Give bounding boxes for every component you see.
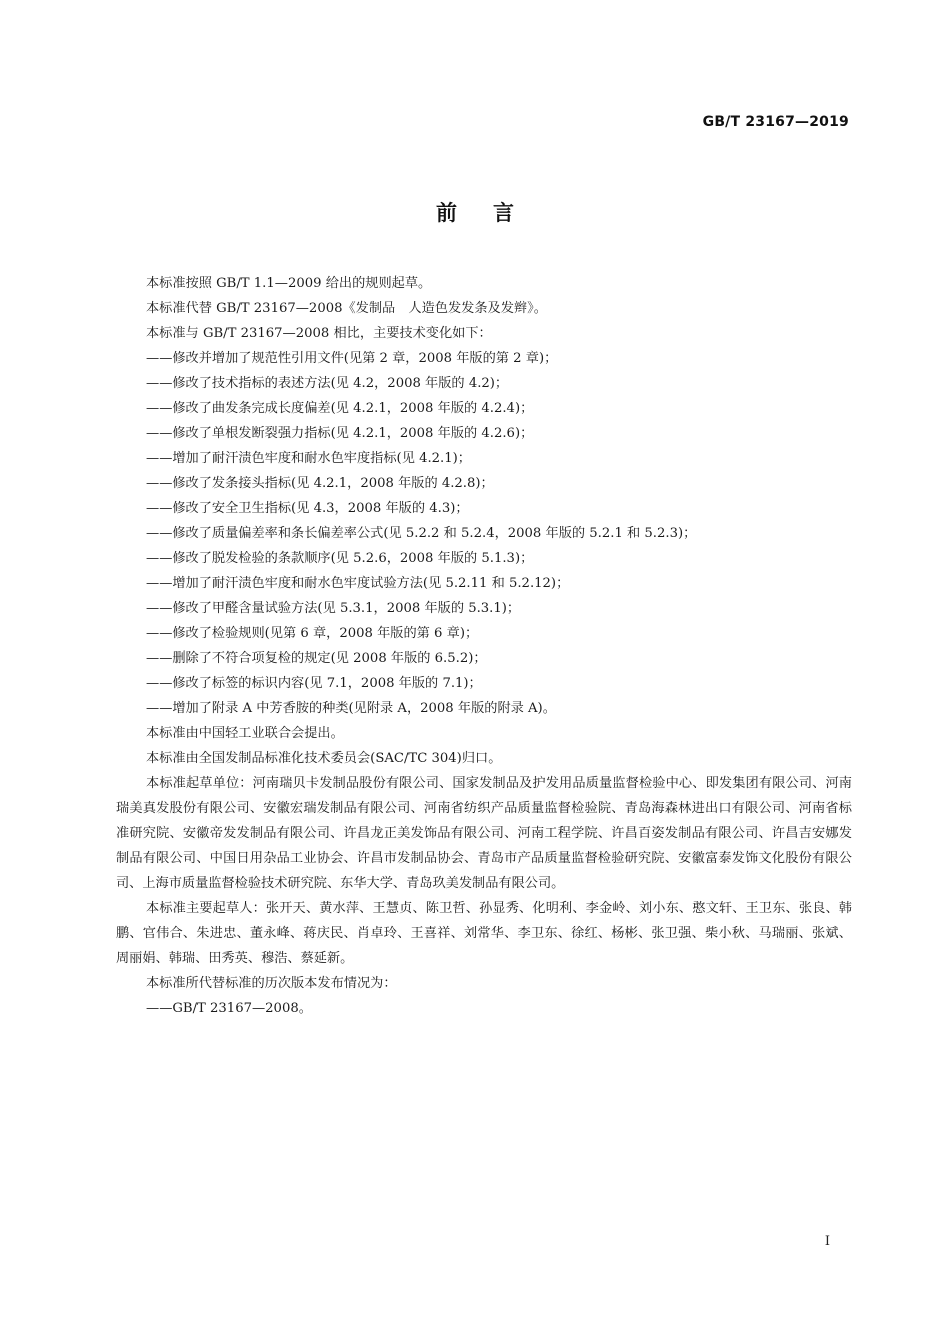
change-item: ——删除了不符合项复检的规定(见 2008 年版的 6.5.2)； (146, 651, 487, 666)
change-item: ——增加了耐汗渍色牢度和耐水色牢度试验方法(见 5.2.11 和 5.2.12)； (146, 576, 570, 591)
change-item: ——修改了曲发条完成长度偏差(见 4.2.1，2008 年版的 4.2.4)； (146, 401, 534, 416)
paragraph-changes-intro: 本标准与 GB/T 23167—2008 相比，主要技术变化如下： (146, 326, 492, 341)
paragraph-replaces: 本标准代替 GB/T 23167—2008《发制品 人造色发发条及发辫》。 (146, 301, 547, 316)
change-item: ——修改了单根发断裂强力指标(见 4.2.1，2008 年版的 4.2.6)； (146, 426, 534, 441)
page-number: I (824, 1234, 830, 1249)
document-body (116, 271, 852, 1021)
standard-number-header: GB/T 23167—2019 (702, 114, 849, 130)
change-item: ——修改了检验规则(见第 6 章，2008 年版的第 6 章)； (146, 626, 479, 641)
change-item: ——增加了附录 A 中芳香胺的种类(见附录 A，2008 年版的附录 A)。 (146, 701, 556, 716)
change-item: ——修改了发条接头指标(见 4.2.1，2008 年版的 4.2.8)； (146, 476, 494, 491)
change-item: ——修改了甲醛含量试验方法(见 5.3.1，2008 年版的 5.3.1)； (146, 601, 521, 616)
history-item: ——GB/T 23167—2008。 (146, 1001, 312, 1016)
page-title: 前言 (436, 201, 550, 225)
paragraph-drafters: 本标准主要起草人：张开天、黄水萍、王慧贞、陈卫哲、孙显秀、化明利、李金岭、刘小东、憨文轩、王卫东、张良、韩鹏、官伟合、朱进忠、董永峰、蒋庆民、肖卓玲、王喜祥、刘常华、李卫东、徐红、杨彬、张卫强、柴小秋、马瑞丽、张斌、周丽娟、韩瑞、田秀英、穆浩、蔡延新。 (116, 901, 852, 966)
change-item: ——增加了耐汗渍色牢度和耐水色牢度指标(见 4.2.1)； (146, 451, 471, 466)
change-item: ——修改了标签的标识内容(见 7.1，2008 年版的 7.1)； (146, 676, 482, 691)
paragraph-drafting-units: 本标准起草单位：河南瑞贝卡发制品股份有限公司、国家发制品及护发用品质量监督检验中心、即发集团有限公司、河南瑞美真发股份有限公司、安徽宏瑞发制品有限公司、河南省纺织产品质量监督检验院、青岛海森林进出口有限公司、河南省标准研究院、安徽帝发发制品有限公司、许昌龙正美发饰品有限公司、河南工程学院、许昌百姿发制品有限公司、许昌吉安娜发制品有限公司、中国日用杂品工业协会、许昌市发制品协会、青岛市产品质量监督检验研究院、安徽富泰发饰文化股份有限公司、上海市质量监督检验技术研究院、东华大学、青岛玖美发制品有限公司。 (116, 776, 852, 891)
paragraph-drafting-rule: 本标准按照 GB/T 1.1—2009 给出的规则起草。 (146, 276, 432, 291)
paragraph-centralized-by: 本标准由全国发制品标准化技术委员会(SAC/TC 304)归口。 (146, 751, 502, 766)
change-item: ——修改了质量偏差率和条长偏差率公式(见 5.2.2 和 5.2.4，2008 年版的 5.2.1 和 5.2.3)； (146, 526, 697, 541)
paragraph-history-intro: 本标准所代替标准的历次版本发布情况为： (146, 976, 397, 991)
change-item: ——修改并增加了规范性引用文件(见第 2 章，2008 年版的第 2 章)； (146, 351, 558, 366)
paragraph-proposed-by: 本标准由中国轻工业联合会提出。 (146, 726, 344, 741)
change-item: ——修改了脱发检验的条款顺序(见 5.2.6，2008 年版的 5.1.3)； (146, 551, 534, 566)
change-item: ——修改了安全卫生指标(见 4.3，2008 年版的 4.3)； (146, 501, 469, 516)
change-item: ——修改了技术指标的表述方法(见 4.2，2008 年版的 4.2)； (146, 376, 509, 391)
